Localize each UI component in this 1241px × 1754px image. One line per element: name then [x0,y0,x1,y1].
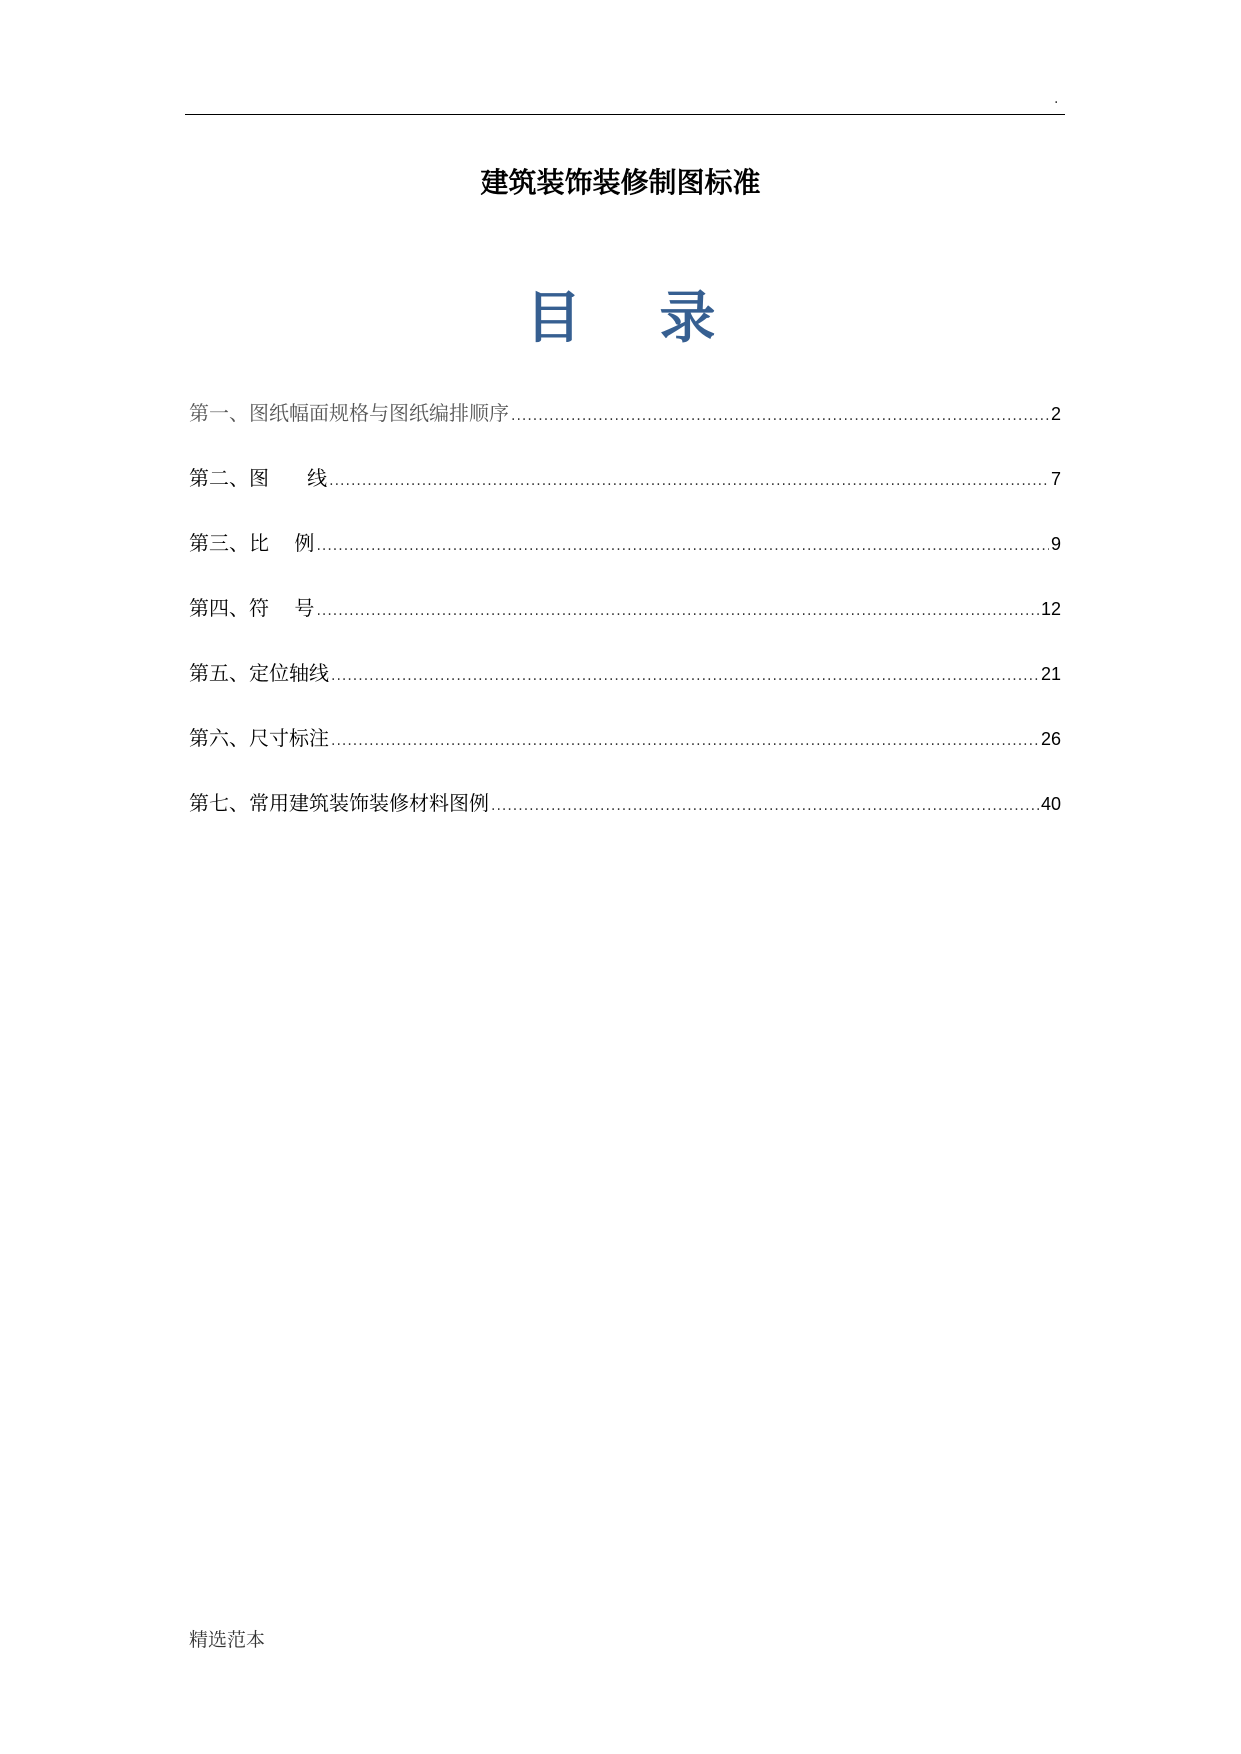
toc-entry-page: 21 [1040,664,1061,684]
toc-entry[interactable] [189,788,1061,853]
toc-entry-label: 第七、常用建筑装饰装修材料图例 [189,791,489,815]
toc-dot-leader [331,661,1039,691]
toc-dot-leader [491,791,1039,821]
toc-entry-label: 第五、定位轴线 [189,661,329,685]
toc-entry-page: 2 [1050,404,1061,424]
toc-entry-page: 12 [1040,599,1061,619]
toc-dot-leader [511,401,1049,431]
toc-entry-label: 第四、符 号 [189,596,315,620]
header-rule [185,114,1065,115]
toc-dot-leader [331,726,1039,756]
toc-entry[interactable] [189,398,1061,463]
toc-entry[interactable] [189,528,1061,593]
toc-entry-page: 40 [1040,794,1061,814]
toc-entry-label: 第二、图 线 [189,466,328,490]
header-mark: . [1054,91,1059,107]
toc-entry-label: 第一、图纸幅面规格与图纸编排顺序 [189,401,509,425]
toc-entry[interactable] [189,658,1061,723]
toc-entry-page: 9 [1050,534,1061,554]
toc-entry-page: 26 [1040,729,1061,749]
toc-entry-label: 第三、比 例 [189,531,315,555]
toc-entry-label: 第六、尺寸标注 [189,726,329,750]
toc-dot-leader [316,596,1039,626]
toc-dot-leader [329,466,1049,496]
toc-entry[interactable] [189,463,1061,528]
footer-text: 精选范本 [189,1629,266,1651]
toc-entry-page: 7 [1050,469,1061,489]
toc-entry[interactable] [189,723,1061,788]
toc-heading: 目 录 [525,285,716,351]
toc-dot-leader [316,531,1049,561]
toc-entry[interactable] [189,593,1061,658]
table-of-contents [189,398,1061,853]
document-title: 建筑装饰装修制图标准 [480,166,761,199]
